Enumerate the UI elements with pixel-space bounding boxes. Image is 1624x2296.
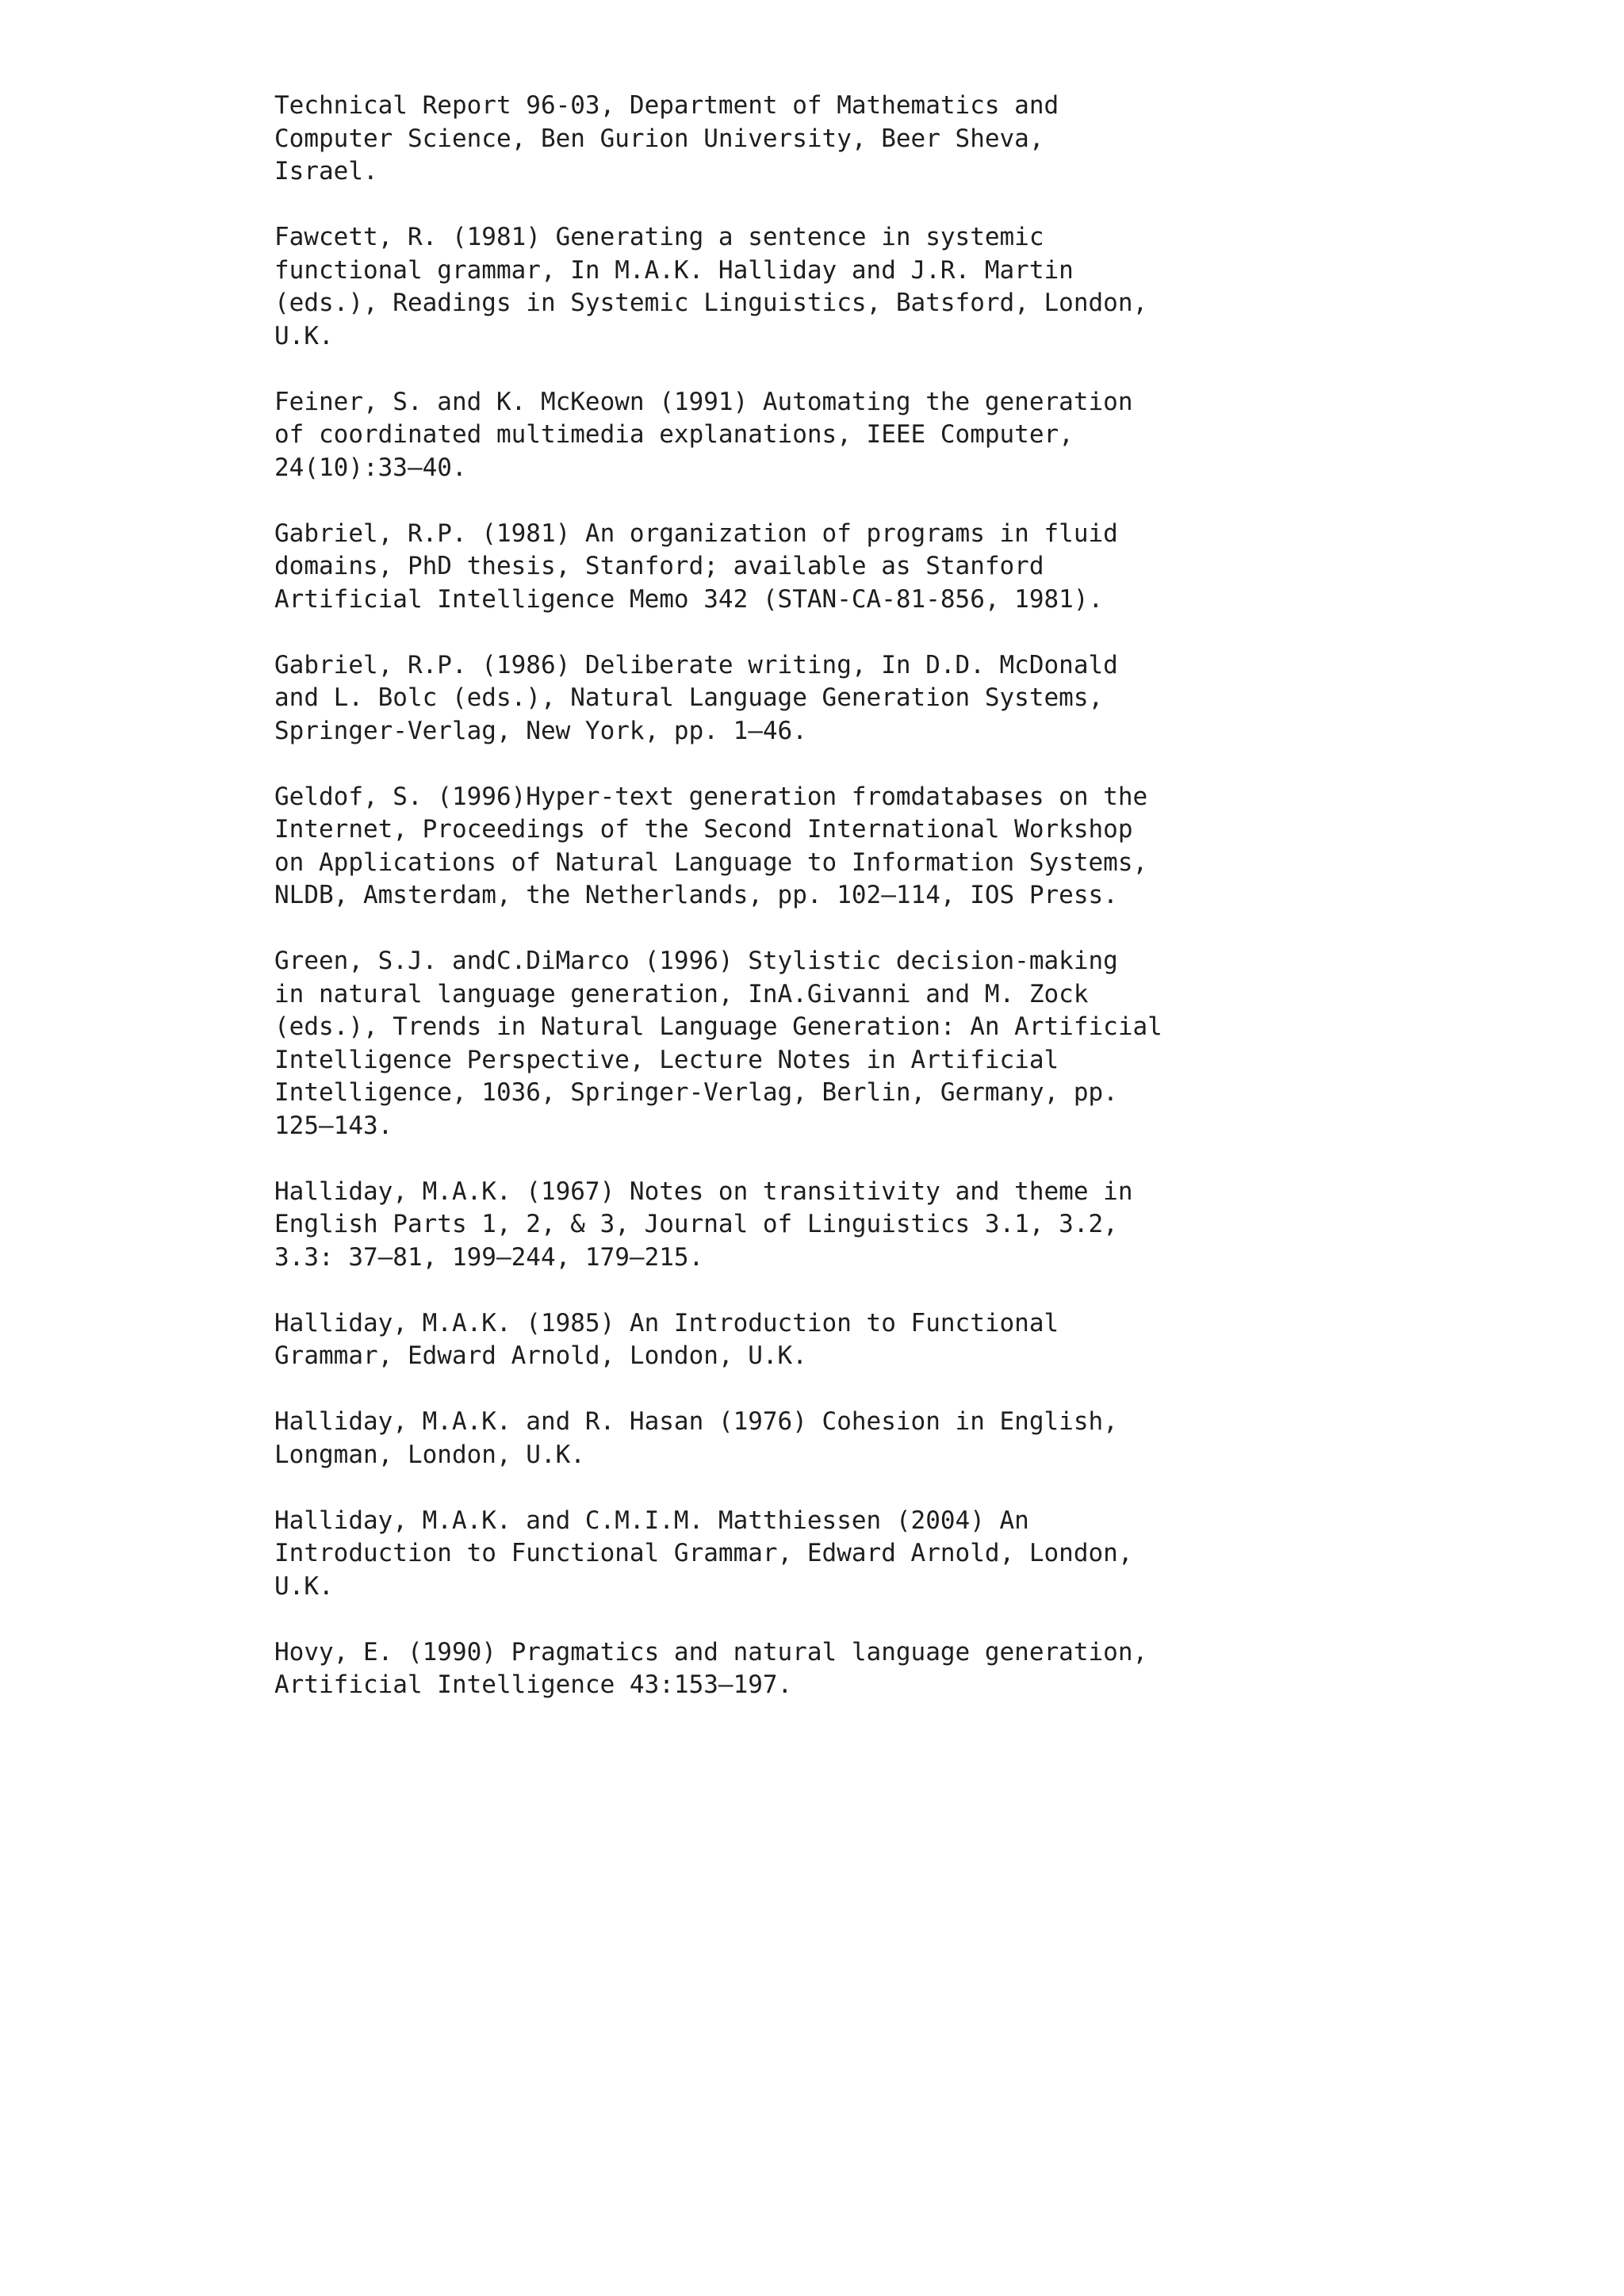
reference-line: 3.3: 37–81, 199–244, 179–215. (274, 1242, 704, 1272)
reference-entry (274, 1406, 1385, 1471)
reference-line: domains, PhD thesis, Stanford; available as Stanford (274, 552, 1044, 580)
reference-line: Grammar, Edward Arnold, London, U.K. (274, 1341, 807, 1370)
reference-list (274, 90, 1385, 1735)
reference-line: Halliday, M.A.K. (1967) Notes on transitivity and theme in (274, 1177, 1133, 1206)
reference-line: NLDB, Amsterdam, the Netherlands, pp. 102–114, IOS Press. (274, 881, 1118, 909)
reference-line: Green, S.J. andC.DiMarco (1996) Stylistic decision-making (274, 947, 1118, 975)
reference-line: English Parts 1, 2, & 3, Journal of Linguistics 3.1, 3.2, (274, 1210, 1118, 1238)
reference-line: Fawcett, R. (1981) Generating a sentence in systemic (274, 223, 1044, 251)
reference-line: Artificial Intelligence 43:153–197. (274, 1670, 793, 1699)
reference-entry (274, 518, 1385, 617)
reference-line: in natural language generation, InA.Givanni and M. Zock (274, 979, 1089, 1008)
reference-entry (274, 945, 1385, 1142)
reference-line: 24(10):33–40. (274, 453, 467, 482)
reference-line: Geldof, S. (1996)Hyper-text generation fromdatabases on the (274, 782, 1148, 811)
reference-line: 125–143. (274, 1111, 393, 1140)
reference-line: Halliday, M.A.K. (1985) An Introduction to Functional (274, 1308, 1059, 1337)
reference-entry (274, 649, 1385, 748)
reference-line: Halliday, M.A.K. and R. Hasan (1976) Cohesion in English, (274, 1407, 1118, 1436)
reference-entry (274, 90, 1385, 189)
reference-line: functional grammar, In M.A.K. Halliday and J.R. Martin (274, 255, 1074, 285)
reference-line: Hovy, E. (1990) Pragmatics and natural language generation, (274, 1637, 1148, 1667)
reference-line: Springer-Verlag, New York, pp. 1–46. (274, 716, 807, 745)
reference-line: on Applications of Natural Language to Information Systems, (274, 848, 1148, 877)
reference-line: Longman, London, U.K. (274, 1440, 585, 1469)
reference-line: Gabriel, R.P. (1981) An organization of programs in fluid (274, 519, 1118, 548)
reference-line: Introduction to Functional Grammar, Edward Arnold, London, (274, 1539, 1133, 1567)
reference-line: Computer Science, Ben Gurion University, Beer Sheva, (274, 124, 1044, 153)
reference-line: and L. Bolc (eds.), Natural Language Generation Systems, (274, 683, 1104, 712)
reference-line: Internet, Proceedings of the Second International Workshop (274, 815, 1133, 844)
reference-entry (274, 1307, 1385, 1373)
reference-entry (274, 221, 1385, 353)
reference-entry (274, 781, 1385, 913)
reference-line: Gabriel, R.P. (1986) Deliberate writing, In D.D. McDonald (274, 650, 1118, 679)
reference-line: Halliday, M.A.K. and C.M.I.M. Matthiessen (2004) An (274, 1506, 1029, 1535)
reference-line: U.K. (274, 1571, 334, 1601)
reference-line: (eds.), Readings in Systemic Linguistics, Batsford, London, (274, 289, 1148, 317)
reference-line: Intelligence, 1036, Springer-Verlag, Berlin, Germany, pp. (274, 1078, 1118, 1107)
reference-line: (eds.), Trends in Natural Language Generation: An Artificial (274, 1012, 1162, 1041)
reference-line: U.K. (274, 321, 334, 350)
reference-line: Feiner, S. and K. McKeown (1991) Automating the generation (274, 387, 1133, 416)
reference-line: of coordinated multimedia explanations, IEEE Computer, (274, 420, 1074, 449)
reference-line: Technical Report 96-03, Department of Mathematics and (274, 91, 1059, 120)
reference-entry (274, 1505, 1385, 1604)
reference-entry (274, 1636, 1385, 1702)
reference-line: Israel. (274, 157, 378, 186)
reference-entry (274, 1176, 1385, 1275)
reference-line: Artificial Intelligence Memo 342 (STAN-CA-81-856, 1981). (274, 584, 1104, 614)
reference-entry (274, 386, 1385, 485)
reference-line: Intelligence Perspective, Lecture Notes in Artificial (274, 1045, 1059, 1074)
